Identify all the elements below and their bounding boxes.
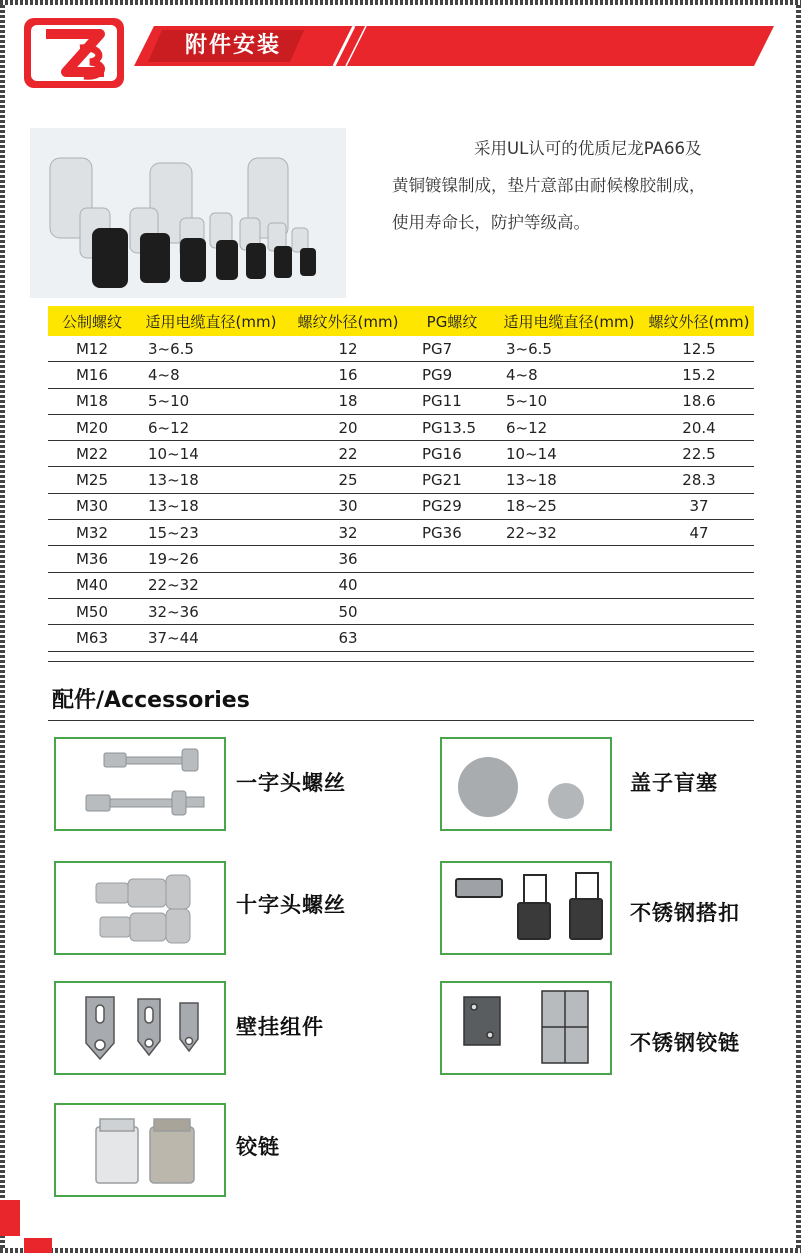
- thread-spec-table: [48, 306, 754, 652]
- cell-pg-thread: [410, 572, 494, 598]
- table-row: [48, 625, 754, 651]
- cross-head-screw-image: [56, 863, 224, 953]
- col-header-pg-outer-diameter: 螺纹外径(mm): [644, 306, 754, 336]
- cell-cable-diameter: 13~18: [136, 493, 286, 519]
- cell-pg-cable-diameter: 10~14: [494, 441, 644, 467]
- cell-pg-outer-diameter: 37: [644, 493, 754, 519]
- stainless-latch-image: [442, 863, 610, 953]
- accessory-card-hinge: [54, 1103, 226, 1197]
- table-row: [48, 414, 754, 440]
- cell-pg-thread: [410, 546, 494, 572]
- cell-metric-thread: M16: [48, 362, 136, 388]
- cell-pg-cable-diameter: 4~8: [494, 362, 644, 388]
- cell-pg-cable-diameter: [494, 546, 644, 572]
- cell-cable-diameter: 13~18: [136, 467, 286, 493]
- corner-mark: [0, 1200, 20, 1236]
- cell-pg-outer-diameter: [644, 598, 754, 624]
- table-row: [48, 441, 754, 467]
- intro-line: 采用UL认可的优质尼龙PA66及: [474, 139, 702, 158]
- table-row: [48, 546, 754, 572]
- cell-pg-outer-diameter: [644, 572, 754, 598]
- cell-metric-thread: M32: [48, 520, 136, 546]
- cell-pg-thread: PG29: [410, 493, 494, 519]
- col-header-thread-outer-diameter: 螺纹外径(mm): [286, 306, 410, 336]
- cell-pg-cable-diameter: 22~32: [494, 520, 644, 546]
- cell-pg-cable-diameter: [494, 625, 644, 651]
- cell-pg-cable-diameter: 13~18: [494, 467, 644, 493]
- cell-outer-diameter: 16: [286, 362, 410, 388]
- cell-pg-outer-diameter: 22.5: [644, 441, 754, 467]
- accessory-label: 壁挂组件: [236, 1015, 324, 1039]
- table-row: [48, 493, 754, 519]
- wall-mount-kit-image: [56, 983, 224, 1073]
- cell-pg-thread: PG7: [410, 336, 494, 362]
- cell-pg-thread: [410, 625, 494, 651]
- accessories-heading: [52, 683, 250, 714]
- cell-cable-diameter: 22~32: [136, 572, 286, 598]
- page-title: 附件安装: [185, 33, 282, 58]
- accessories-rule: [48, 720, 754, 721]
- cell-pg-cable-diameter: [494, 572, 644, 598]
- cell-pg-cable-diameter: 18~25: [494, 493, 644, 519]
- cell-cable-diameter: 15~23: [136, 520, 286, 546]
- table-header-row: [48, 306, 754, 336]
- cap-plug-image: [442, 739, 610, 829]
- cell-metric-thread: M20: [48, 414, 136, 440]
- cell-metric-thread: M40: [48, 572, 136, 598]
- col-header-pg-cable-diameter: 适用电缆直径(mm): [494, 306, 644, 336]
- accessory-card-stainless-hinge: [440, 981, 612, 1075]
- cell-pg-thread: PG36: [410, 520, 494, 546]
- cell-metric-thread: M12: [48, 336, 136, 362]
- cell-outer-diameter: 25: [286, 467, 410, 493]
- cell-pg-outer-diameter: 47: [644, 520, 754, 546]
- corner-mark: [24, 1238, 52, 1253]
- cell-cable-diameter: 19~26: [136, 546, 286, 572]
- cell-pg-cable-diameter: 3~6.5: [494, 336, 644, 362]
- cell-outer-diameter: 32: [286, 520, 410, 546]
- cell-pg-outer-diameter: 12.5: [644, 336, 754, 362]
- cell-cable-diameter: 10~14: [136, 441, 286, 467]
- intro-line: 使用寿命长，防护等级高。: [392, 213, 590, 232]
- table-row: [48, 336, 754, 362]
- cell-pg-thread: PG9: [410, 362, 494, 388]
- cell-pg-thread: [410, 598, 494, 624]
- table-row: [48, 467, 754, 493]
- cell-cable-diameter: 37~44: [136, 625, 286, 651]
- cable-glands-photo: [30, 128, 346, 298]
- cell-outer-diameter: 63: [286, 625, 410, 651]
- cell-outer-diameter: 22: [286, 441, 410, 467]
- cell-outer-diameter: 36: [286, 546, 410, 572]
- cell-pg-cable-diameter: 6~12: [494, 414, 644, 440]
- cell-cable-diameter: 3~6.5: [136, 336, 286, 362]
- accessory-card-stainless-latch: [440, 861, 612, 955]
- cell-pg-thread: PG11: [410, 388, 494, 414]
- intro-text: [392, 130, 772, 241]
- brand-logo-mark-icon: [24, 18, 124, 88]
- cell-pg-outer-diameter: 18.6: [644, 388, 754, 414]
- cell-metric-thread: M22: [48, 441, 136, 467]
- intro-line: 黄铜镀镍制成，垫片意部由耐候橡胶制成，: [392, 176, 706, 195]
- accessories-heading-cn: 配件/: [52, 688, 105, 713]
- cell-pg-thread: PG21: [410, 467, 494, 493]
- hinge-image: [56, 1105, 224, 1195]
- accessory-card-cross-head-screw: [54, 861, 226, 955]
- brand-logo: [24, 18, 124, 88]
- accessories-heading-en: Accessories: [104, 688, 250, 713]
- frame-right-border: [796, 0, 801, 1253]
- cell-outer-diameter: 18: [286, 388, 410, 414]
- table-row: [48, 572, 754, 598]
- cell-cable-diameter: 32~36: [136, 598, 286, 624]
- accessory-label: 十字头螺丝: [236, 893, 346, 917]
- accessory-label: 铰链: [236, 1135, 280, 1159]
- cell-cable-diameter: 6~12: [136, 414, 286, 440]
- cell-outer-diameter: 30: [286, 493, 410, 519]
- col-header-cable-diameter: 适用电缆直径(mm): [136, 306, 286, 336]
- cell-outer-diameter: 20: [286, 414, 410, 440]
- frame-top-border: [0, 0, 801, 5]
- accessory-card-wall-mount-kit: [54, 981, 226, 1075]
- cell-pg-outer-diameter: 20.4: [644, 414, 754, 440]
- table-row: [48, 520, 754, 546]
- cell-pg-outer-diameter: [644, 625, 754, 651]
- table-bottom-rule: [48, 661, 754, 662]
- cell-outer-diameter: 50: [286, 598, 410, 624]
- col-header-metric-thread: 公制螺纹: [48, 306, 136, 336]
- cell-outer-diameter: 40: [286, 572, 410, 598]
- table-row: [48, 598, 754, 624]
- stainless-hinge-image: [442, 983, 610, 1073]
- cell-cable-diameter: 4~8: [136, 362, 286, 388]
- accessory-card-cap-plug: [440, 737, 612, 831]
- frame-bottom-border: [0, 1248, 801, 1253]
- col-header-pg-thread: PG螺纹: [410, 306, 494, 336]
- frame-left-border: [0, 0, 5, 1253]
- cell-metric-thread: M50: [48, 598, 136, 624]
- cell-pg-outer-diameter: 15.2: [644, 362, 754, 388]
- cell-cable-diameter: 5~10: [136, 388, 286, 414]
- table-row: [48, 362, 754, 388]
- cell-outer-diameter: 12: [286, 336, 410, 362]
- accessory-label: 不锈钢铰链: [630, 1031, 740, 1055]
- cell-metric-thread: M36: [48, 546, 136, 572]
- table-row: [48, 388, 754, 414]
- cell-pg-cable-diameter: [494, 598, 644, 624]
- cell-metric-thread: M30: [48, 493, 136, 519]
- accessory-label: 不锈钢搭扣: [630, 901, 740, 925]
- slotted-screw-image: [56, 739, 224, 829]
- accessory-card-slotted-screw: [54, 737, 226, 831]
- cell-pg-outer-diameter: 28.3: [644, 467, 754, 493]
- cell-pg-cable-diameter: 5~10: [494, 388, 644, 414]
- accessory-label: 盖子盲塞: [630, 771, 718, 795]
- cell-metric-thread: M18: [48, 388, 136, 414]
- cell-metric-thread: M25: [48, 467, 136, 493]
- accessory-label: 一字头螺丝: [236, 771, 346, 795]
- cell-pg-outer-diameter: [644, 546, 754, 572]
- cell-metric-thread: M63: [48, 625, 136, 651]
- cell-pg-thread: PG16: [410, 441, 494, 467]
- cell-pg-thread: PG13.5: [410, 414, 494, 440]
